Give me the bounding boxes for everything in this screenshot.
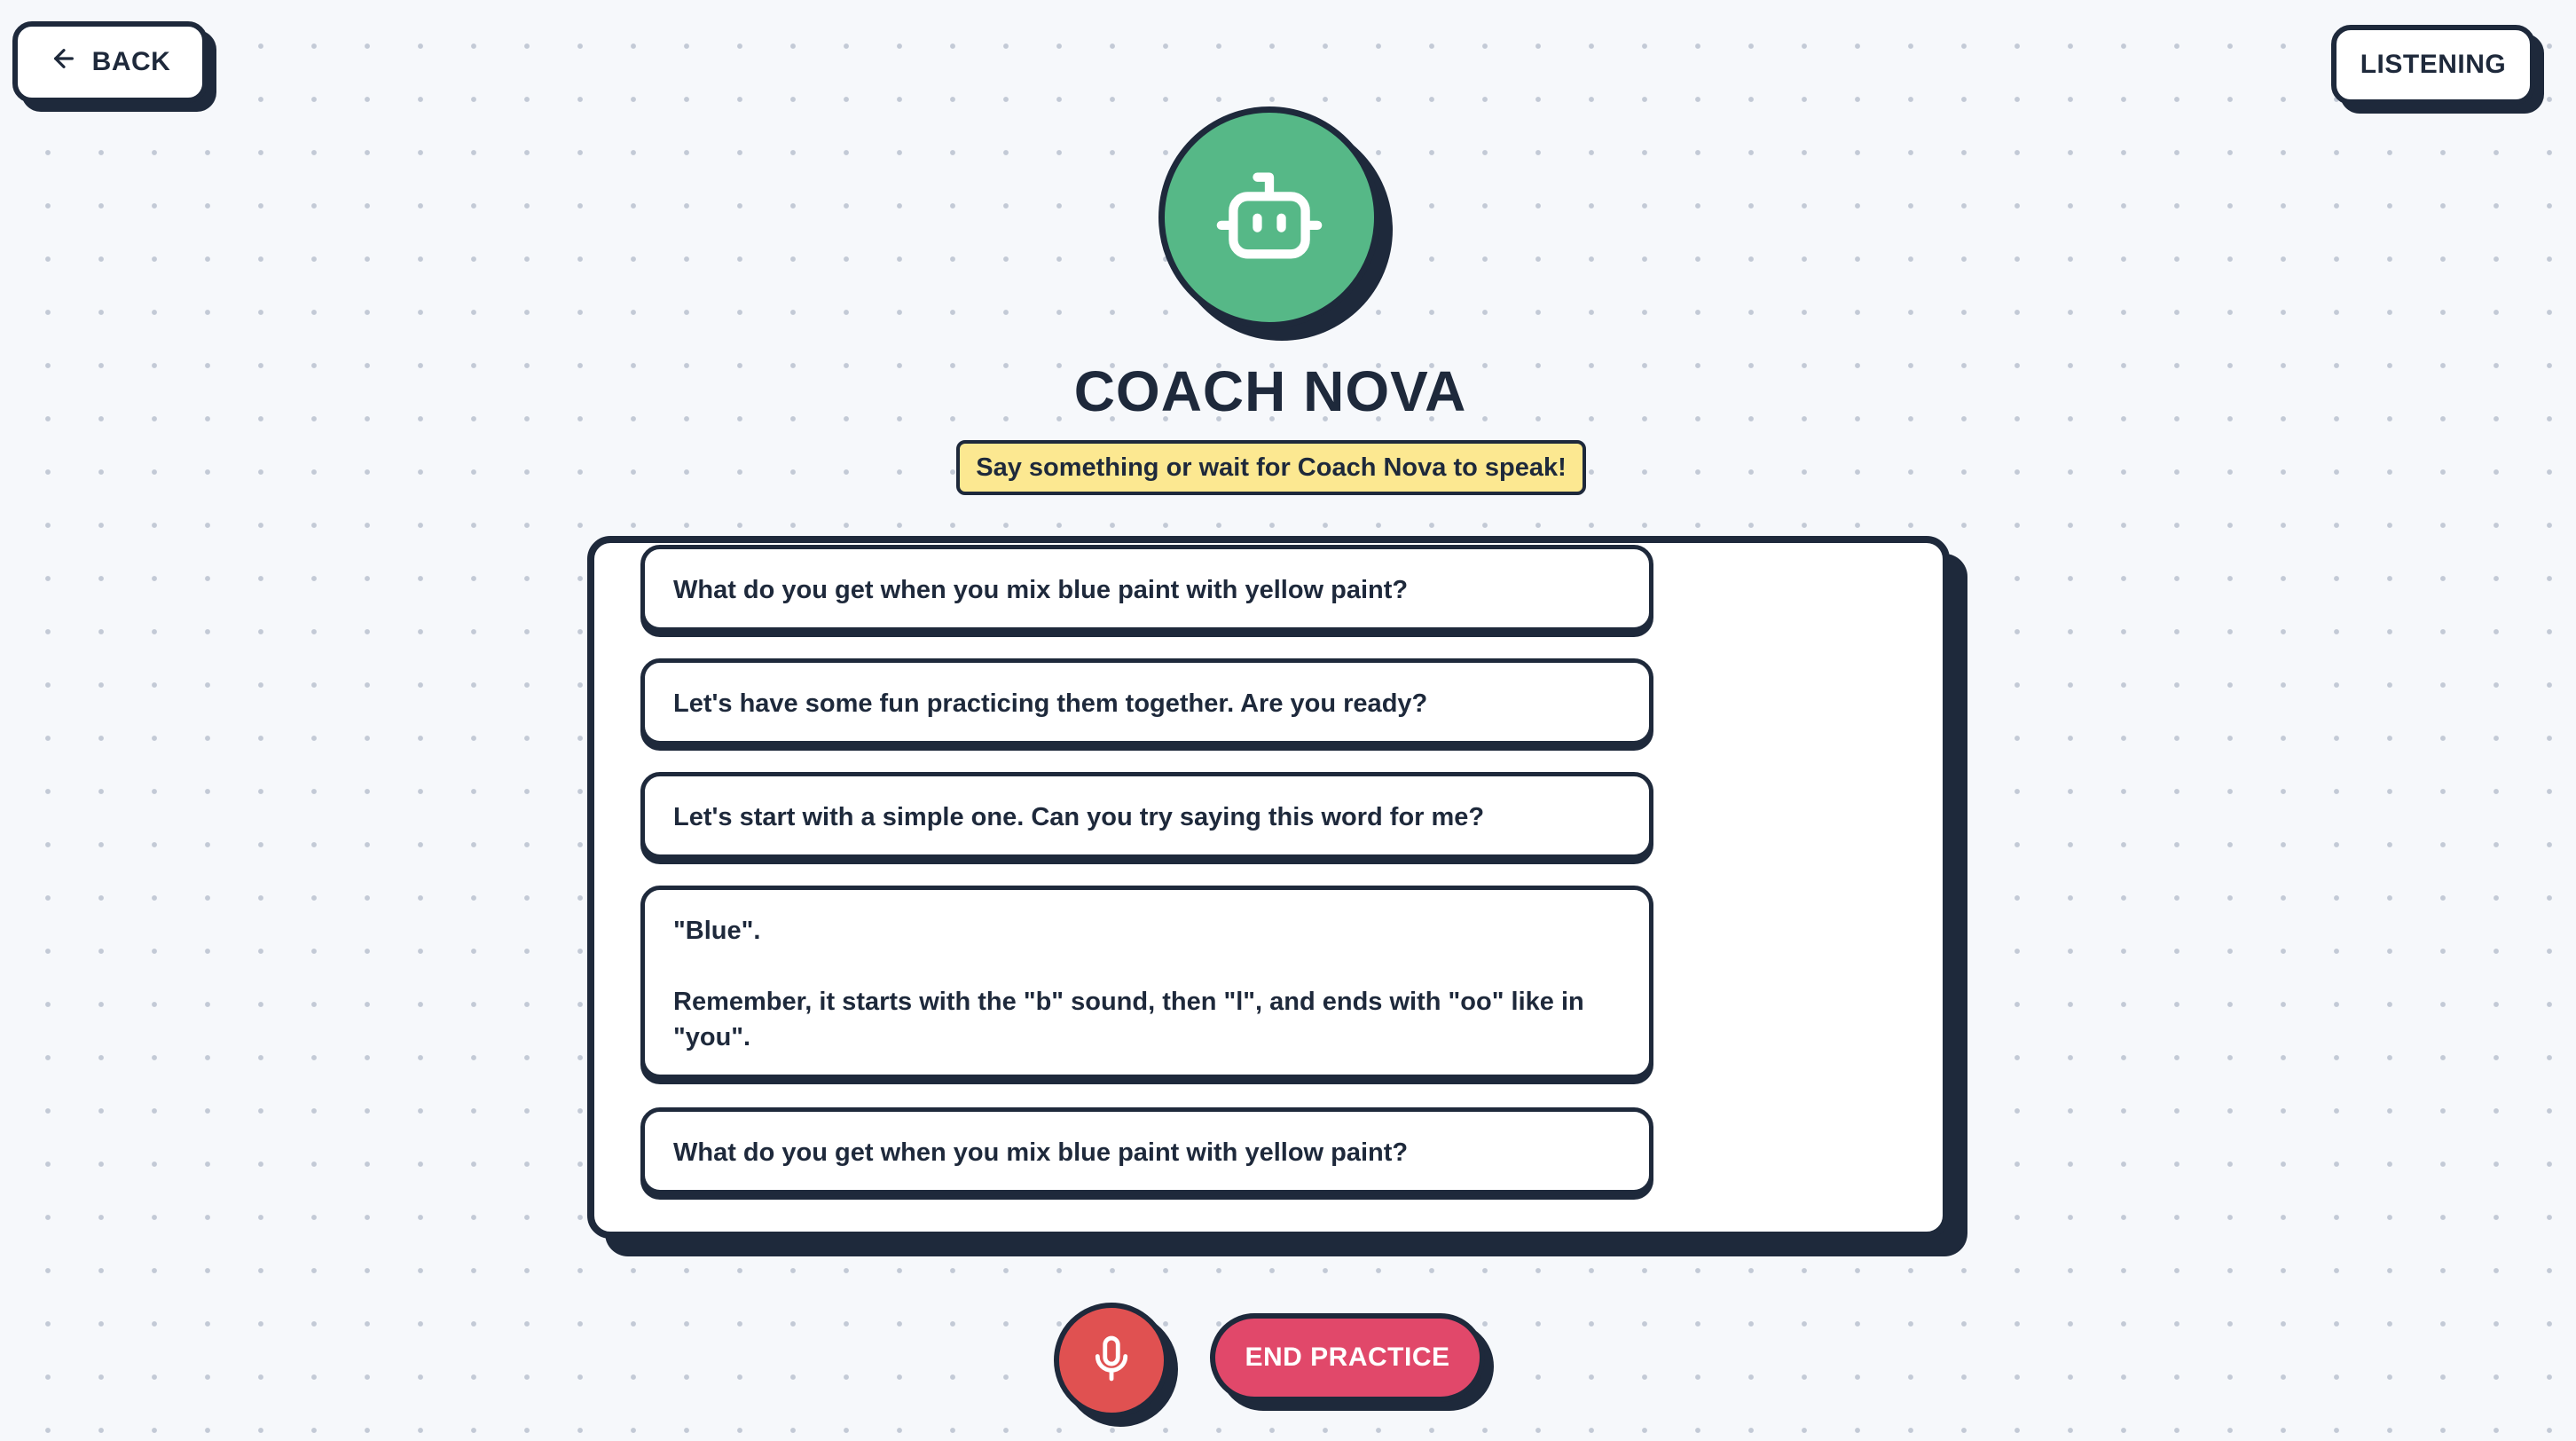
message-text: Remember, it starts with the "b" sound, then "l", and ends with "oo" like in "you". — [673, 988, 1591, 1051]
back-label: BACK — [91, 47, 171, 76]
message-text: What do you get when you mix blue paint with yellow paint? — [673, 576, 1409, 604]
listening-status-button[interactable] — [2331, 25, 2535, 105]
message-text: "Blue". — [673, 917, 761, 945]
hint-badge: Say something or wait for Coach Nova to speak! — [956, 440, 1586, 495]
listening-label: LISTENING — [2360, 50, 2507, 79]
chat-message — [640, 658, 1653, 745]
message-text: Let's start with a simple one. Can you try saying this word for me? — [673, 803, 1485, 831]
microphone-button[interactable] — [1054, 1303, 1169, 1418]
message-text: What do you get when you mix blue paint with yellow paint? — [673, 1138, 1409, 1167]
coach-name: COACH NOVA — [1073, 359, 1467, 423]
end-practice-label: END PRACTICE — [1245, 1343, 1450, 1372]
message-text: Let's have some fun practicing them together. Are you ready? — [673, 689, 1428, 718]
coach-avatar — [1158, 106, 1380, 328]
chat-message — [640, 772, 1653, 859]
chat-message — [640, 1107, 1653, 1194]
chat-message — [640, 886, 1653, 1079]
back-button[interactable] — [12, 21, 208, 103]
microphone-icon — [1086, 1333, 1137, 1389]
chat-transcript-panel[interactable] — [587, 536, 1950, 1239]
message-blank-line — [673, 949, 1621, 984]
end-practice-button[interactable] — [1210, 1313, 1485, 1402]
chat-message — [640, 545, 1653, 632]
robot-icon — [1212, 158, 1327, 278]
arrow-left-icon — [50, 44, 78, 80]
